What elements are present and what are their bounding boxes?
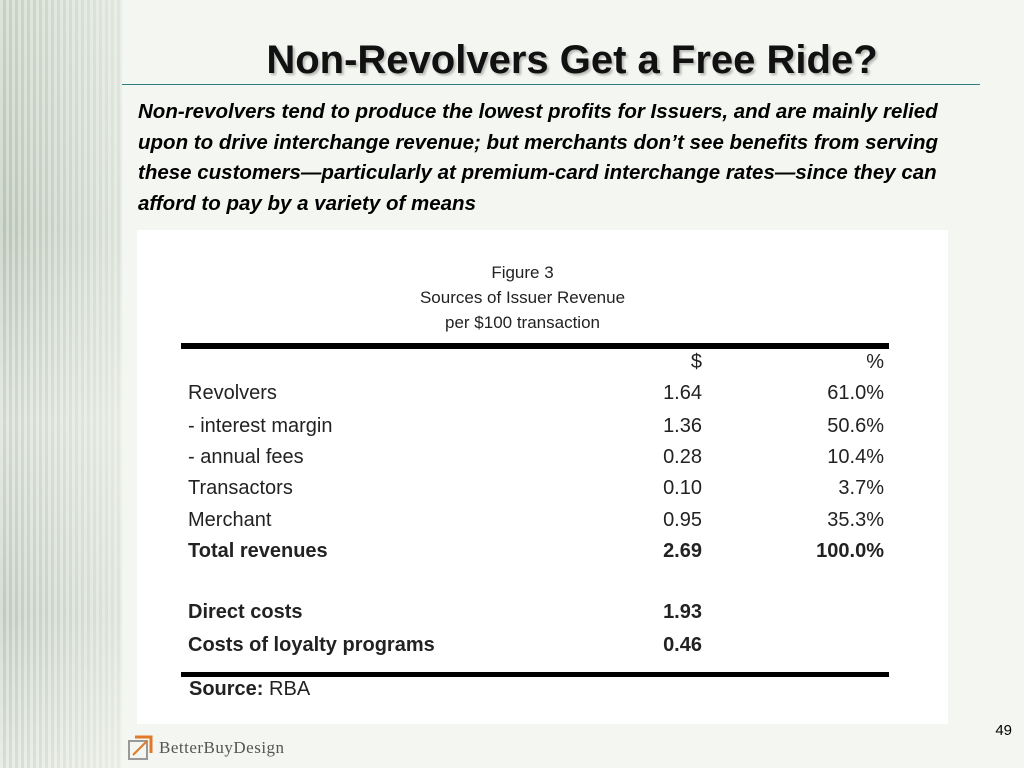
row-dollar-value: 0.28: [663, 446, 702, 468]
logo-text: BetterBuyDesign: [159, 738, 285, 757]
title-underline: [122, 84, 980, 85]
row-label: Direct costs: [188, 601, 303, 623]
source-label: Source:: [189, 678, 264, 700]
row-percent-value: 3.7%: [838, 477, 884, 499]
slide-body-text: Non-revolvers tend to produce the lowest profits for Issuers, and are mainly relied upon to drive interchange revenue; but merchants don’t see benefits from serving these customers—particularly at premium-card interchange rates—since they can afford to pay by a variety of means: [138, 100, 939, 215]
row-percent-value: 35.3%: [827, 509, 884, 531]
row-dollar-value: 0.10: [663, 477, 702, 499]
table-bottom-rule: [181, 672, 889, 677]
figure-caption-line-3: per $100 transaction: [445, 313, 600, 332]
table-source: [189, 678, 310, 701]
table-row-transactors: [188, 477, 888, 505]
table-row-merchant: [188, 509, 888, 537]
table-row-interest-margin: [188, 415, 888, 443]
column-header-dollar: $: [690, 351, 702, 373]
figure-table: [137, 230, 948, 724]
row-dollar-value: 1.93: [663, 601, 702, 623]
row-dollar-value: 1.36: [663, 415, 702, 437]
table-top-rule: [181, 343, 889, 349]
figure-caption-line-1: Figure 3: [491, 263, 554, 282]
table-row-total-revenues: [188, 540, 888, 568]
row-percent-value: 61.0%: [827, 382, 884, 404]
row-label: Costs of loyalty programs: [188, 634, 435, 656]
figure-caption-line-2: Sources of Issuer Revenue: [419, 288, 626, 307]
table-row-revolvers: [188, 382, 888, 410]
row-label: Total revenues: [188, 540, 328, 562]
row-label: Merchant: [188, 509, 272, 531]
table-row-loyalty-costs: [188, 634, 888, 662]
slide-title: Non-Revolvers Get a Free Ride?: [266, 38, 878, 82]
row-label: - annual fees: [188, 446, 304, 468]
page-number: 49: [995, 722, 1012, 739]
source-name: RBA: [269, 678, 311, 700]
background-fade: [0, 0, 122, 768]
row-dollar-value: 2.69: [663, 540, 702, 562]
logo-mark-icon: [127, 735, 153, 761]
table-header-row: [188, 351, 888, 379]
row-label: - interest margin: [188, 415, 333, 437]
row-percent-value: 50.6%: [827, 415, 884, 437]
row-label: Transactors: [188, 477, 293, 499]
row-percent-value: 100.0%: [816, 540, 884, 562]
row-percent-value: 10.4%: [827, 446, 884, 468]
row-dollar-value: 1.64: [663, 382, 702, 404]
figure-caption: [137, 260, 948, 335]
column-header-percent: %: [866, 351, 884, 373]
company-logo: [127, 734, 285, 762]
row-dollar-value: 0.95: [663, 509, 702, 531]
row-label: Revolvers: [188, 382, 277, 404]
table-row-direct-costs: [188, 601, 888, 629]
table-row-annual-fees: [188, 446, 888, 474]
row-dollar-value: 0.46: [663, 634, 702, 656]
